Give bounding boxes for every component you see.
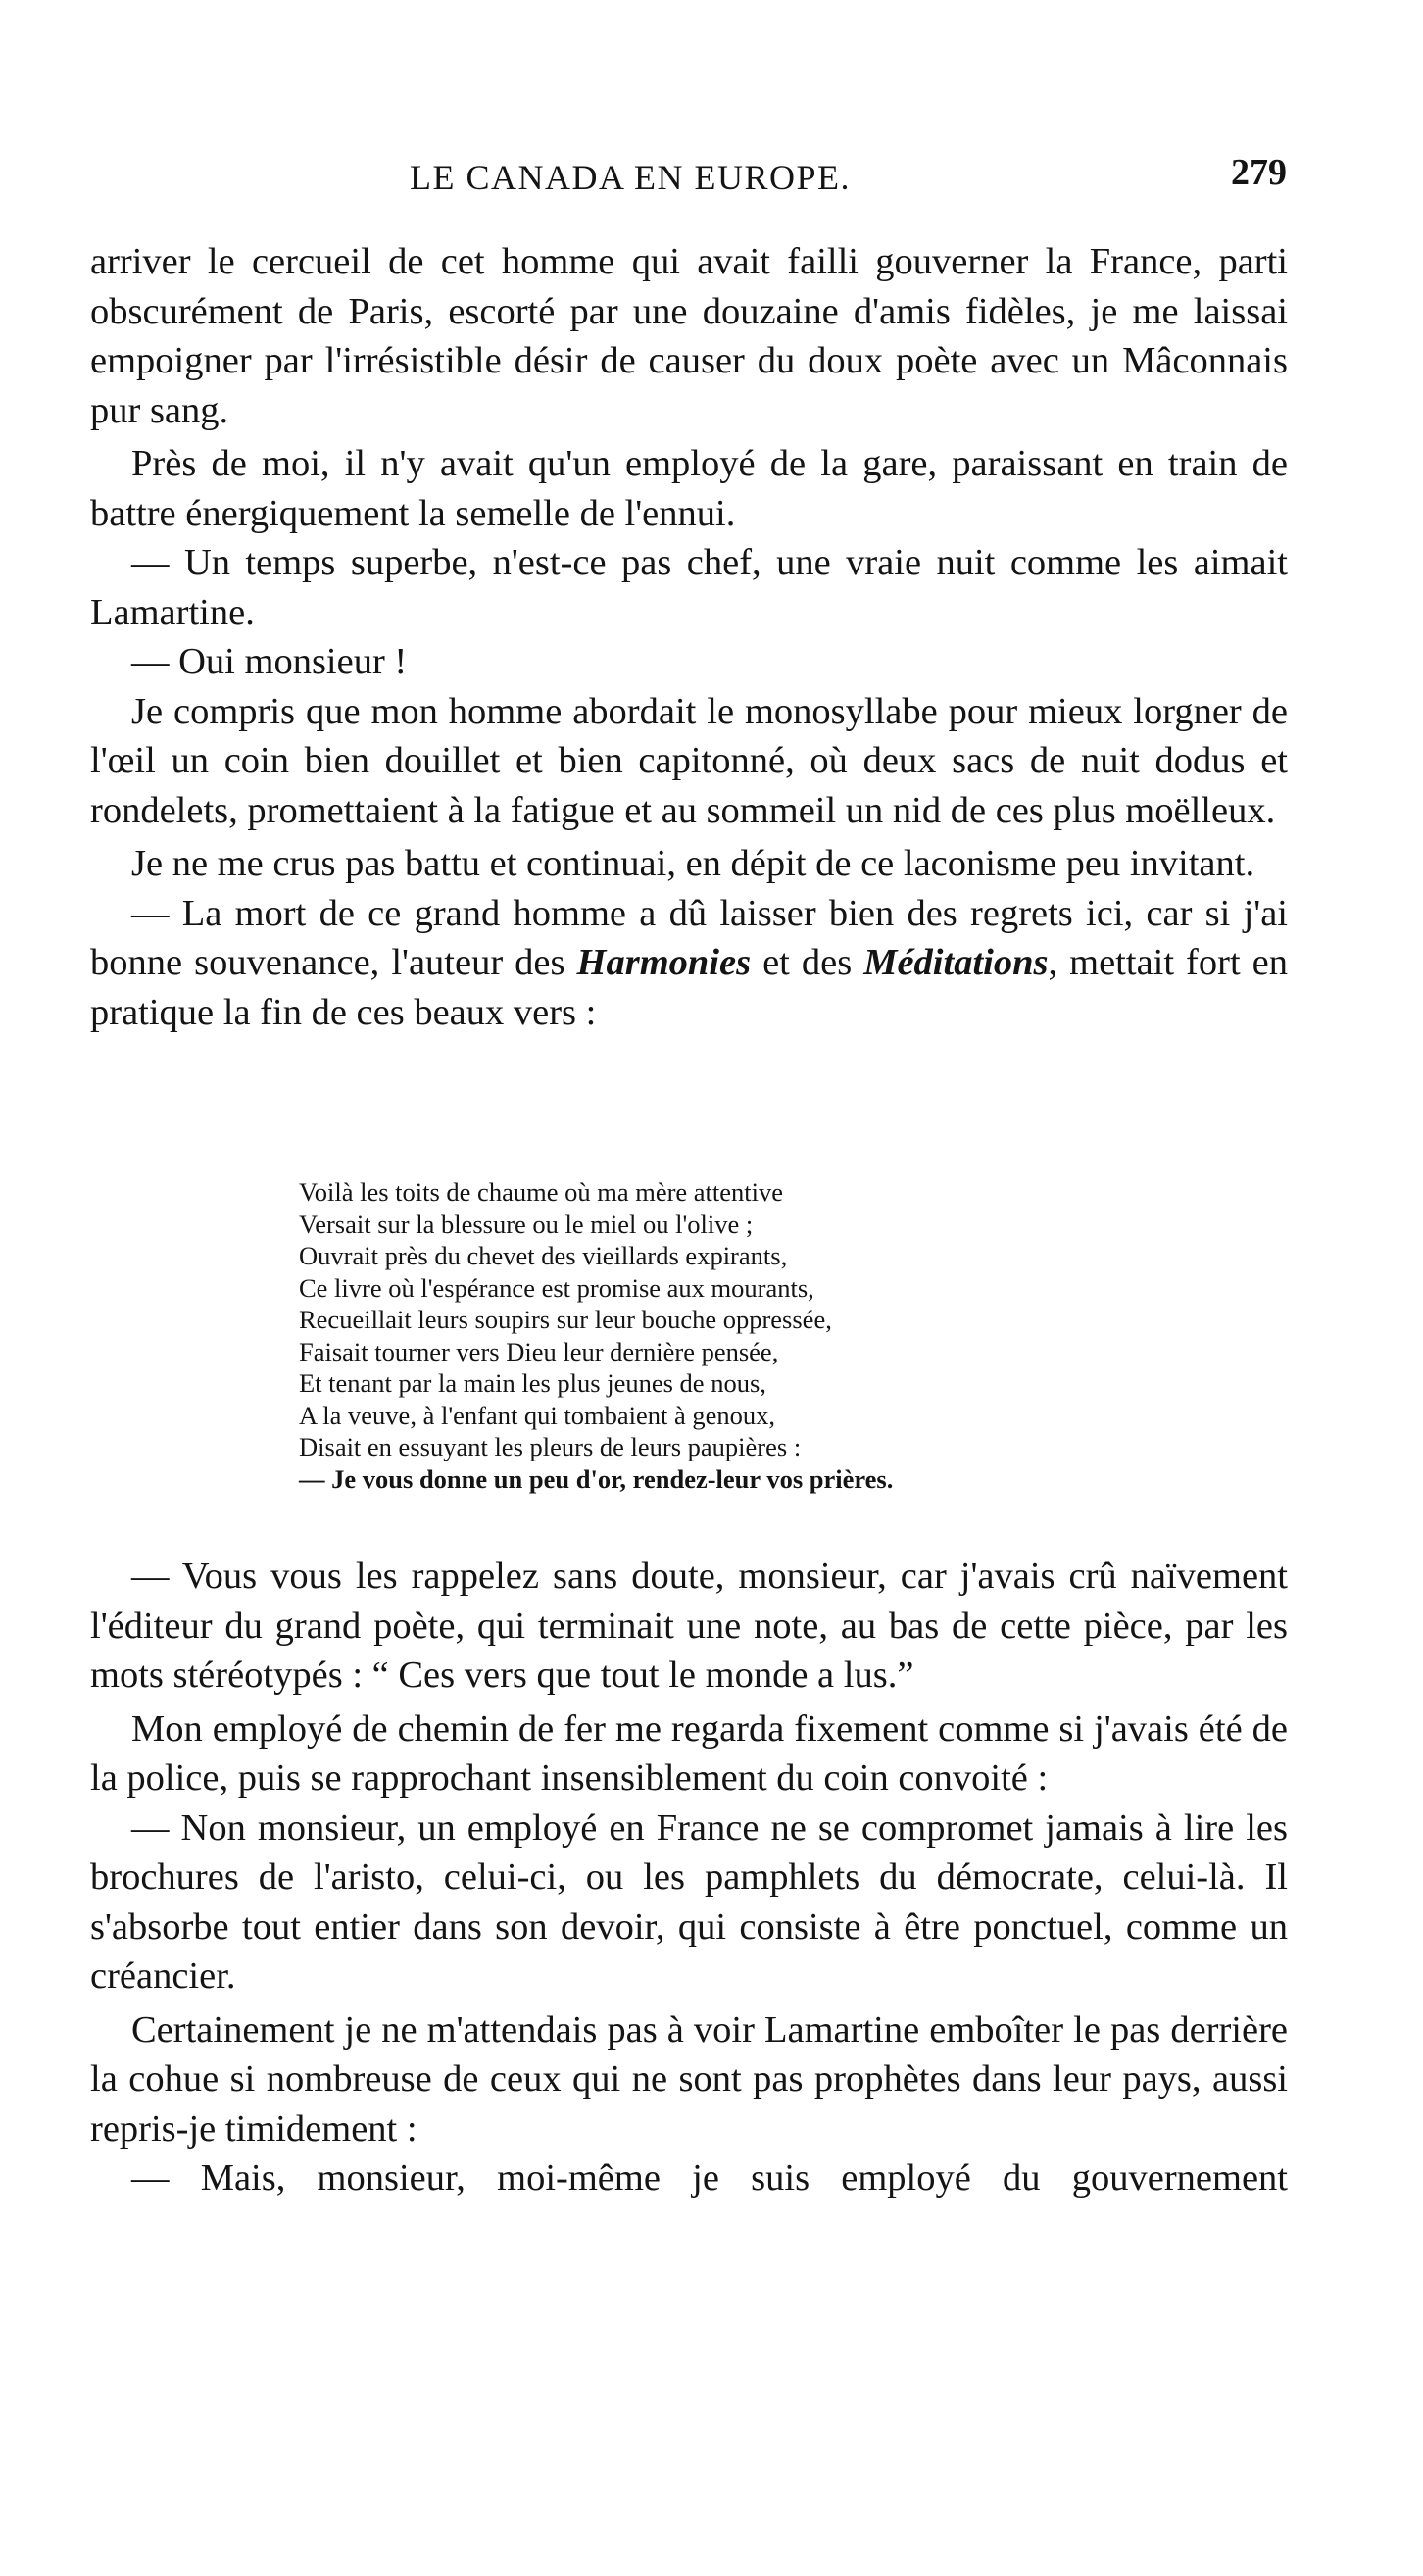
dialogue-line: — Mais, monsieur, moi-même je suis employé du gouvernement xyxy=(131,2157,1288,2199)
paragraph: Je compris que mon homme abordait le monosyllabe pour mieux lorgner de l'œil un coin bien douillet et bien capitonné, où deux sacs de nuit dodus et rondelets, promettaient à la fatigue et au sommeil un nid de ces plus moëlleux. xyxy=(90,690,1288,831)
dialogue-line: — Non monsieur, un employé en France ne se compromet jamais à lire les brochures de l'aristo, celui-ci, ou les pamphlets du démocrate, celui-là. Il s'absorbe tout entier dans son devoir, qui consiste à être ponctuel, comme un créancier. xyxy=(90,1807,1288,1997)
paragraph: Près de moi, il n'y avait qu'un employé de la gare, paraissant en train de battre énergiquement la semelle de l'ennui. xyxy=(90,443,1288,534)
dialogue-line: — Oui monsieur ! xyxy=(131,641,408,682)
poem-line: Faisait tourner vers Dieu leur dernière pensée, xyxy=(299,1336,779,1366)
body-text-top xyxy=(90,237,1288,1037)
paragraph: Mon employé de chemin de fer me regarda fixement comme si j'avais été de la police, puis se rapprochant insensiblement du coin convoité : xyxy=(90,1708,1288,1799)
poem-line: Ce livre où l'espérance est promise aux mourants, xyxy=(299,1272,814,1303)
text-span: — La mort de ce grand homme a dû laisser bien des regrets ici, car si j'ai bonne souvenance, l'auteur des xyxy=(90,892,1288,983)
page-header xyxy=(86,152,1287,216)
book-title-meditations: Méditations xyxy=(863,942,1049,983)
poem-line: Ouvrait près du chevet des vieillards expirants, xyxy=(299,1241,788,1270)
paragraph-harmonies xyxy=(90,889,1288,1038)
poem-line: Versait sur la blessure ou le miel ou l'olive ; xyxy=(299,1209,754,1239)
poem-line: Et tenant par la main les plus jeunes de nous, xyxy=(299,1368,766,1398)
text-span: , mettait fort en pratique la fin de ces beaux vers : xyxy=(90,942,1289,1033)
dialogue-line: — Un temps superbe, n'est-ce pas chef, une vraie nuit comme les aimait Lamartine. xyxy=(90,542,1288,633)
book-title-harmonies: Harmonies xyxy=(576,942,752,983)
running-title: LE CANADA EN EUROPE. xyxy=(410,158,851,197)
page-number: 279 xyxy=(1231,152,1287,193)
poem-quotation xyxy=(299,1176,1142,1495)
poem-line: Disait en essuyant les pleurs de leurs paupières : xyxy=(299,1432,802,1461)
poem-line: — Je vous donne un peu d'or, rendez-leur vos prières. xyxy=(299,1463,894,1494)
poem-line: Recueillait leurs soupirs sur leur bouche oppressée, xyxy=(299,1305,832,1334)
paragraph: Certainement je ne m'attendais pas à voir Lamartine emboîter le pas derrière la cohue si nombreuse de ceux qui ne sont pas prophètes dans leur pays, aussi repris-je timidement : xyxy=(90,2008,1288,2150)
body-text-bottom xyxy=(90,1552,1288,2204)
paragraph: Je ne me crus pas battu et continuai, en dépit de ce laconisme peu invitant. xyxy=(131,843,1255,884)
poem-line: A la veuve, à l'enfant qui tombaient à genoux, xyxy=(299,1400,776,1430)
poem-line: Voilà les toits de chaume où ma mère attentive xyxy=(299,1177,784,1207)
paragraph-continuation: arriver le cercueil de cet homme qui avait failli gouverner la France, parti obscurément de Paris, escorté par une douzaine d'amis fidèles, je me laissai empoigner par l'irrésistible désir de causer du doux poète avec un Mâconnais pur sang. xyxy=(90,241,1288,431)
dialogue-line: — Vous vous les rappelez sans doute, monsieur, car j'avais crû naïvement l'éditeur du grand poète, qui terminait une note, au bas de cette pièce, par les mots stéréotypés : “ Ces vers que tout le monde a lus.” xyxy=(90,1556,1288,1696)
text-span: et des xyxy=(751,942,864,983)
